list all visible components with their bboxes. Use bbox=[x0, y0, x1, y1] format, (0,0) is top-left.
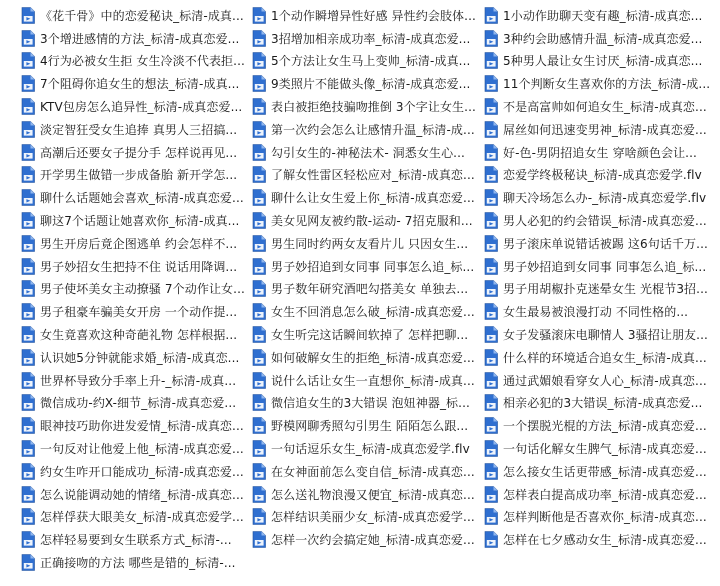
file-name: 男人必犯的约会错误_标清-成真恋爱... bbox=[503, 214, 707, 229]
video-file-icon bbox=[21, 258, 35, 275]
file-item[interactable] bbox=[484, 460, 714, 483]
file-name: 正确接吻的方法 哪些是错的_标清-... bbox=[40, 556, 236, 571]
file-item[interactable] bbox=[21, 50, 251, 73]
file-item[interactable] bbox=[21, 528, 251, 551]
file-name: 5种男人最让女生讨厌_标清-成真恋... bbox=[503, 54, 703, 69]
file-item[interactable] bbox=[484, 209, 714, 232]
file-item[interactable] bbox=[21, 551, 251, 574]
video-file-icon bbox=[252, 372, 266, 389]
file-name: 一句话逗乐女生_标清-成真恋爱学.flv bbox=[271, 442, 470, 457]
file-item[interactable] bbox=[21, 278, 251, 301]
video-file-icon bbox=[21, 417, 35, 434]
file-item[interactable] bbox=[252, 232, 482, 255]
file-name: 约女生咋开口能成功_标清-成真恋爱... bbox=[40, 464, 244, 479]
file-item[interactable] bbox=[21, 72, 251, 95]
video-file-icon bbox=[21, 280, 35, 297]
file-column-2 bbox=[252, 4, 482, 551]
video-file-icon bbox=[484, 280, 498, 297]
file-item[interactable] bbox=[484, 255, 714, 278]
file-name: 眼神技巧助你进发爱情_标清-成真恋... bbox=[40, 419, 244, 434]
file-item[interactable] bbox=[252, 27, 482, 50]
file-name: 怎么接女生话更带感_标清-成真恋爱... bbox=[503, 464, 707, 479]
file-item[interactable] bbox=[484, 27, 714, 50]
video-file-icon bbox=[252, 508, 266, 525]
file-item[interactable] bbox=[252, 528, 482, 551]
file-item[interactable] bbox=[252, 483, 482, 506]
file-item[interactable] bbox=[484, 50, 714, 73]
video-file-icon bbox=[484, 144, 498, 161]
video-file-icon bbox=[484, 189, 498, 206]
video-file-icon bbox=[484, 258, 498, 275]
file-name: 1个动作瞬增异性好感 异性约会肢体... bbox=[271, 8, 476, 23]
video-file-icon bbox=[484, 417, 498, 434]
file-name: 怎样轻易要到女生联系方式_标清-... bbox=[40, 533, 232, 548]
file-name: 微信成功-约X-细节_标清-成真恋爱... bbox=[40, 396, 237, 411]
file-name: 3招增加相亲成功率_标清-成真恋爱... bbox=[271, 31, 471, 46]
file-item[interactable] bbox=[484, 141, 714, 164]
file-name: 怎么说能调动她的情绪_标清-成真恋... bbox=[40, 487, 244, 502]
file-name: 怎么送礼物浪漫又便宜_标清-成真恋... bbox=[271, 487, 475, 502]
file-item[interactable] bbox=[484, 369, 714, 392]
file-name: 勾引女生的-神秘法术- 洞悉女生心... bbox=[271, 145, 465, 160]
file-item[interactable] bbox=[21, 506, 251, 529]
file-item[interactable] bbox=[484, 278, 714, 301]
video-file-icon bbox=[252, 189, 266, 206]
video-file-icon bbox=[21, 212, 35, 229]
video-file-icon bbox=[484, 463, 498, 480]
file-item[interactable] bbox=[484, 346, 714, 369]
file-item[interactable] bbox=[21, 460, 251, 483]
file-name: 表白被拒绝技骗吻推倒 3个字让女生... bbox=[271, 100, 476, 115]
file-name: 男子妙招追到女同事 同事怎么追_标... bbox=[271, 259, 475, 274]
file-name: 男子滚床单说错话被踢 这6句话千万... bbox=[503, 236, 708, 251]
video-file-icon bbox=[252, 166, 266, 183]
file-item[interactable] bbox=[484, 186, 714, 209]
video-file-icon bbox=[484, 75, 498, 92]
file-name: 了解女性雷区轻松应对_标清-成真恋... bbox=[271, 168, 475, 183]
video-file-icon bbox=[252, 258, 266, 275]
file-name: 相亲必犯的3大错误_标清-成真恋爱... bbox=[503, 396, 703, 411]
file-name: 淡定智狂受女生追捧 真男人三招搞... bbox=[40, 122, 238, 137]
file-name: 男生开房后竟企图逃单 约会怎样不... bbox=[40, 236, 238, 251]
file-item[interactable] bbox=[252, 460, 482, 483]
file-item[interactable] bbox=[484, 72, 714, 95]
file-item[interactable] bbox=[21, 118, 251, 141]
file-item[interactable] bbox=[252, 118, 482, 141]
video-file-icon bbox=[484, 326, 498, 343]
file-name: 11个判断女生喜欢你的方法_标清-成... bbox=[503, 77, 711, 92]
file-name: 9类照片不能做头像_标清-成真恋爱... bbox=[271, 77, 471, 92]
video-file-icon bbox=[484, 30, 498, 47]
file-name: 好-色-男阴招追女生 穿啥颜色会让... bbox=[503, 145, 697, 160]
file-name: 世界杯导致分手率上升-_标清-成真... bbox=[40, 373, 237, 388]
file-name: 3个增进感情的方法_标清-成真恋爱... bbox=[40, 31, 240, 46]
file-column-1 bbox=[21, 4, 251, 574]
video-file-icon bbox=[21, 394, 35, 411]
file-name: 如何破解女生的拒绝_标清-成真恋爱... bbox=[271, 350, 475, 365]
file-name: 5个方法让女生马上变帅_标清-成真... bbox=[271, 54, 471, 69]
file-name: 女生最易被浪漫打动 不同性格的... bbox=[503, 305, 689, 320]
video-file-icon bbox=[484, 394, 498, 411]
file-item[interactable] bbox=[252, 186, 482, 209]
file-name: 第一次约会怎么让感情升温_标清-成... bbox=[271, 122, 475, 137]
file-item[interactable] bbox=[21, 164, 251, 187]
file-item[interactable] bbox=[21, 369, 251, 392]
video-file-icon bbox=[484, 166, 498, 183]
file-name: 女子发骚滚床电聊情人 3骚招让朋友... bbox=[503, 328, 708, 343]
file-name: 怎样在七夕感动女生_标清-成真恋爱... bbox=[503, 533, 707, 548]
file-name: 一句话化解女生脾气_标清-成真恋爱... bbox=[503, 442, 707, 457]
file-name: 男子妙招女生把持不住 说话用降调... bbox=[40, 259, 238, 274]
file-item[interactable] bbox=[252, 369, 482, 392]
video-file-icon bbox=[21, 531, 35, 548]
video-file-icon bbox=[252, 121, 266, 138]
video-file-icon bbox=[252, 30, 266, 47]
file-item[interactable] bbox=[21, 323, 251, 346]
file-item[interactable] bbox=[21, 255, 251, 278]
file-item[interactable] bbox=[21, 300, 251, 323]
video-file-icon bbox=[252, 280, 266, 297]
file-name: 女生竟喜欢这种奇葩礼物 怎样根据... bbox=[40, 328, 238, 343]
file-name: 通过武媚娘看穿女人心_标清-成真恋... bbox=[503, 373, 707, 388]
file-name: 聊什么让女生爱上你_标清-成真恋爱... bbox=[271, 191, 475, 206]
file-item[interactable] bbox=[252, 437, 482, 460]
file-name: 男子用胡椒扑克迷晕女生 光棍节3招... bbox=[503, 282, 708, 297]
file-item[interactable] bbox=[484, 4, 714, 27]
file-item[interactable] bbox=[252, 72, 482, 95]
video-file-icon bbox=[484, 235, 498, 252]
file-name: KTV包房怎么追异性_标清-成真恋爱... bbox=[40, 100, 243, 115]
file-item[interactable] bbox=[484, 506, 714, 529]
file-item[interactable] bbox=[484, 414, 714, 437]
file-item[interactable] bbox=[484, 300, 714, 323]
file-name: 7个阻碍你追女生的想法_标清-成真... bbox=[40, 77, 240, 92]
video-file-icon bbox=[252, 98, 266, 115]
file-name: 怎样俘获大眼美女_标清-成真恋爱学... bbox=[40, 510, 244, 525]
file-name: 4行为必被女生拒 女生冷淡不代表拒... bbox=[40, 54, 245, 69]
video-file-icon bbox=[252, 144, 266, 161]
video-file-icon bbox=[21, 372, 35, 389]
video-file-icon bbox=[484, 440, 498, 457]
file-item[interactable] bbox=[21, 392, 251, 415]
video-file-icon bbox=[21, 52, 35, 69]
file-name: 3种约会助感情升温_标清-成真恋爱... bbox=[503, 31, 703, 46]
video-file-icon bbox=[484, 486, 498, 503]
file-item[interactable] bbox=[252, 300, 482, 323]
file-item[interactable] bbox=[484, 437, 714, 460]
video-file-icon bbox=[484, 121, 498, 138]
video-file-icon bbox=[21, 144, 35, 161]
file-name: 1小动作助聊天变有趣_标清-成真恋... bbox=[503, 8, 703, 23]
video-file-icon bbox=[252, 235, 266, 252]
file-name: 聊什么话题她会喜欢_标清-成真恋爱... bbox=[40, 191, 244, 206]
file-item[interactable] bbox=[484, 392, 714, 415]
file-name: 男子租豪车骗美女开房 一个动作提... bbox=[40, 305, 238, 320]
file-item[interactable] bbox=[252, 506, 482, 529]
file-item[interactable] bbox=[252, 255, 482, 278]
file-name: 屌丝如何迅速变男神_标清-成真恋爱... bbox=[503, 122, 707, 137]
video-file-icon bbox=[484, 508, 498, 525]
file-item[interactable] bbox=[21, 437, 251, 460]
video-file-icon bbox=[21, 30, 35, 47]
file-item[interactable] bbox=[252, 346, 482, 369]
file-name: 不是高富帅如何追女生_标清-成真恋... bbox=[503, 100, 707, 115]
file-name: 美女见网友被约散-运动- 7招克服和... bbox=[271, 214, 473, 229]
file-name: 野模网聊秀照勾引男生 陌陌怎么跟... bbox=[271, 419, 469, 434]
file-name: 女生不回消息怎么破_标清-成真恋爱... bbox=[271, 305, 475, 320]
video-file-icon bbox=[21, 554, 35, 571]
file-item[interactable] bbox=[252, 164, 482, 187]
file-item[interactable] bbox=[484, 95, 714, 118]
video-file-icon bbox=[252, 349, 266, 366]
file-item[interactable] bbox=[21, 141, 251, 164]
file-name: 说什么话让女生一直想你_标清-成真... bbox=[271, 373, 475, 388]
file-name: 聊这7个话题让她喜欢你_标清-成真... bbox=[40, 214, 240, 229]
video-file-icon bbox=[252, 417, 266, 434]
file-name: 在女神面前怎么变自信_标清-成真恋... bbox=[271, 464, 475, 479]
video-file-icon bbox=[252, 75, 266, 92]
file-name: 聊天冷场怎么办-_标清-成真恋爱学.flv bbox=[503, 191, 707, 206]
video-file-icon bbox=[21, 235, 35, 252]
video-file-icon bbox=[484, 349, 498, 366]
file-item[interactable] bbox=[21, 186, 251, 209]
file-item[interactable] bbox=[252, 209, 482, 232]
video-file-icon bbox=[252, 440, 266, 457]
video-file-icon bbox=[21, 7, 35, 24]
file-name: 男生同时约两女友看片儿 只因女生... bbox=[271, 236, 469, 251]
file-item[interactable] bbox=[21, 346, 251, 369]
video-file-icon bbox=[252, 303, 266, 320]
file-name: 微信追女生的3大错误 泡妞神器_标... bbox=[271, 396, 470, 411]
file-item[interactable] bbox=[252, 141, 482, 164]
file-name: 认识她5分钟就能求婚_标清-成真恋... bbox=[40, 350, 240, 365]
file-item[interactable] bbox=[21, 27, 251, 50]
file-item[interactable] bbox=[21, 483, 251, 506]
video-file-icon bbox=[484, 7, 498, 24]
video-file-icon bbox=[252, 463, 266, 480]
file-name: 怎样判断他是否喜欢你_标清-成真恋... bbox=[503, 510, 707, 525]
video-file-icon bbox=[252, 52, 266, 69]
video-file-icon bbox=[21, 463, 35, 480]
file-name: 怎样结识美丽少女_标清-成真恋爱学... bbox=[271, 510, 475, 525]
file-name: 一个摆脱光棍的方法_标清-成真恋爱... bbox=[503, 419, 707, 434]
video-file-icon bbox=[21, 98, 35, 115]
file-name: 一句反对让他爱上他_标清-成真恋爱... bbox=[40, 442, 244, 457]
video-file-icon bbox=[252, 394, 266, 411]
video-file-icon bbox=[21, 303, 35, 320]
file-item[interactable] bbox=[21, 4, 251, 27]
file-item[interactable] bbox=[252, 323, 482, 346]
video-file-icon bbox=[21, 326, 35, 343]
video-file-icon bbox=[21, 166, 35, 183]
file-item[interactable] bbox=[252, 392, 482, 415]
file-item[interactable] bbox=[21, 414, 251, 437]
file-item[interactable] bbox=[252, 50, 482, 73]
file-name: 开学男生做错一步成备胎 新开学怎... bbox=[40, 168, 238, 183]
video-file-icon bbox=[21, 75, 35, 92]
file-item[interactable] bbox=[21, 209, 251, 232]
file-item[interactable] bbox=[484, 118, 714, 141]
video-file-icon bbox=[252, 212, 266, 229]
file-name: 恋爱学终极秘诀_标清-成真恋爱学.flv bbox=[503, 168, 702, 183]
video-file-icon bbox=[484, 52, 498, 69]
file-item[interactable] bbox=[484, 164, 714, 187]
file-item[interactable] bbox=[484, 323, 714, 346]
file-name: 《花千骨》中的恋爱秘诀_标清-成真... bbox=[40, 8, 244, 23]
file-name: 怎样表白提高成功率_标清-成真恋爱... bbox=[503, 487, 707, 502]
video-file-icon bbox=[484, 531, 498, 548]
file-item[interactable] bbox=[21, 95, 251, 118]
video-file-icon bbox=[252, 326, 266, 343]
video-file-icon bbox=[484, 372, 498, 389]
video-file-icon bbox=[21, 508, 35, 525]
video-file-icon bbox=[484, 98, 498, 115]
file-name: 男子数年研究酒吧勾搭美女 单独去... bbox=[271, 282, 469, 297]
video-file-icon bbox=[21, 349, 35, 366]
file-item[interactable] bbox=[252, 414, 482, 437]
video-file-icon bbox=[484, 212, 498, 229]
file-name: 高潮后还要女子提分手 怎样说再见... bbox=[40, 145, 238, 160]
video-file-icon bbox=[21, 189, 35, 206]
video-file-icon bbox=[21, 121, 35, 138]
file-list bbox=[0, 4, 720, 582]
file-name: 女生听完这话瞬间软掉了 怎样把聊... bbox=[271, 328, 469, 343]
video-file-icon bbox=[21, 440, 35, 457]
file-item[interactable] bbox=[252, 4, 482, 27]
video-file-icon bbox=[252, 486, 266, 503]
file-column-3 bbox=[484, 4, 714, 551]
video-file-icon bbox=[252, 531, 266, 548]
file-name: 男子妙招追到女同事 同事怎么追_标... bbox=[503, 259, 707, 274]
video-file-icon bbox=[484, 303, 498, 320]
file-name: 什么样的环境适合追女生_标清-成真... bbox=[503, 350, 707, 365]
file-item[interactable] bbox=[484, 483, 714, 506]
file-item[interactable] bbox=[484, 528, 714, 551]
file-item[interactable] bbox=[252, 278, 482, 301]
file-item[interactable] bbox=[21, 232, 251, 255]
file-item[interactable] bbox=[252, 95, 482, 118]
file-name: 男子使坏美女主动撩骚 7个动作让女... bbox=[40, 282, 245, 297]
file-item[interactable] bbox=[484, 232, 714, 255]
video-file-icon bbox=[252, 7, 266, 24]
file-name: 怎样一次约会搞定她_标清-成真恋爱... bbox=[271, 533, 475, 548]
video-file-icon bbox=[21, 486, 35, 503]
